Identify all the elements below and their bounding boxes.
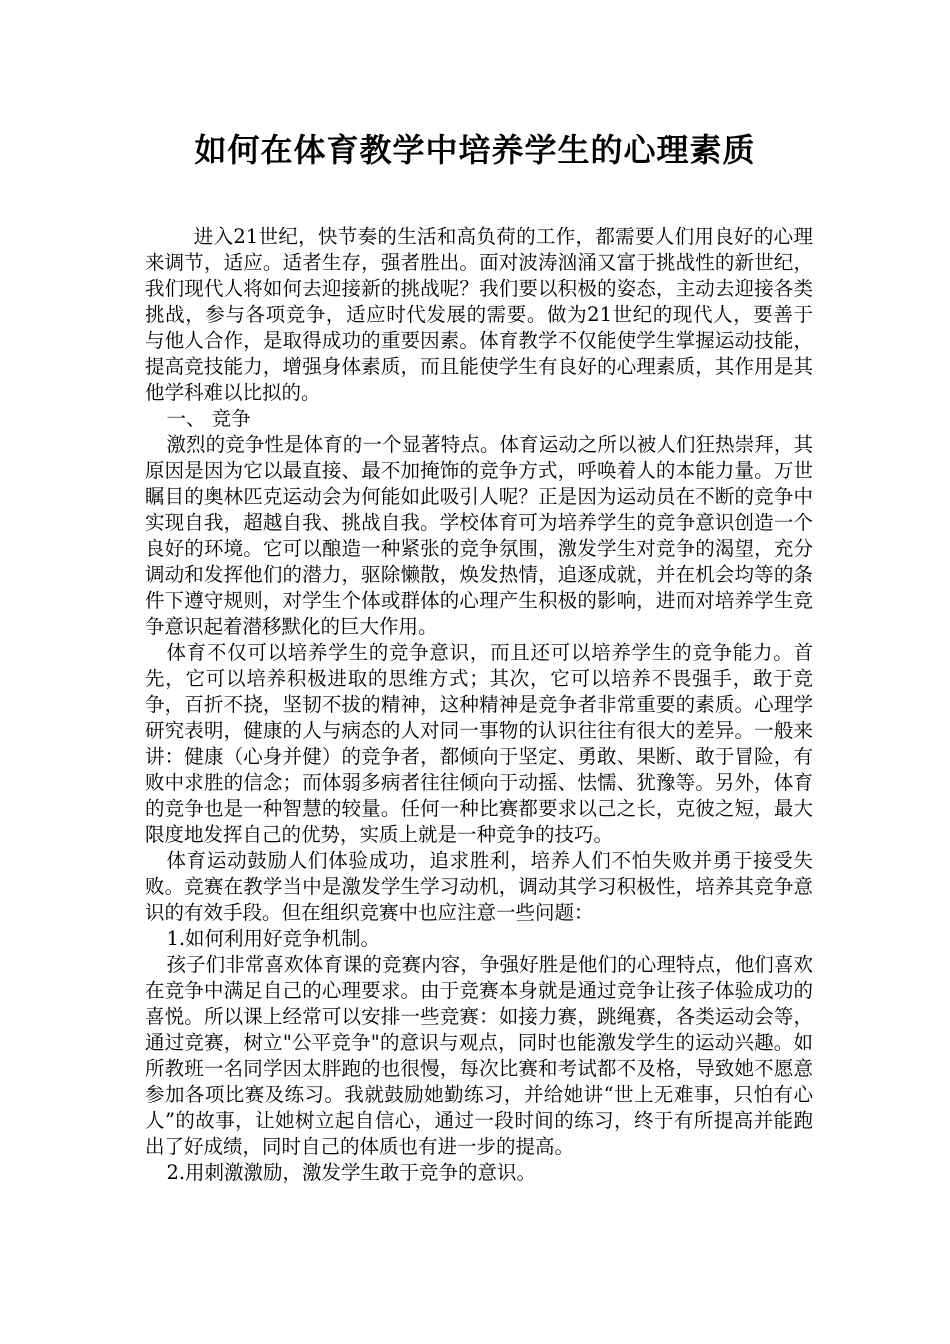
document-title: 如何在体育教学中培养学生的心理素质 (194, 131, 756, 169)
document-body (145, 224, 813, 1186)
intro-paragraph: 进入21世纪，快节奏的生活和高负荷的工作，都需要人们用良好的心理来调节，适应。适者生存，强者胜出。面对波涛汹涌又富于挑战性的新世纪，我们现代人将如何去迎接新的挑战呢？我们要以积极的姿态，主动去迎接各类挑战，参与各项竞争，适应时代发展的需要。做为21世纪的现代人，要善于与他人合作，是取得成功的重要因素。体育教学不仅能使学生掌握运动技能，提高竞技能力，增强身体素质，而且能使学生有良好的心理素质，其作用是其他学科难以比拟的。 (145, 225, 813, 404)
paragraph: 激烈的竞争性是体育的一个显著特点。体育运动之所以被人们狂热崇拜，其原因是因为它以最直接、最不加掩饰的竞争方式，呼唤着人的本能力量。万世瞩目的奥林匹克运动会为何能如此吸引人呢？正是因为运动员在不断的竞争中实现自我，超越自我、挑战自我。学校体育可为培养学生的竞争意识创造一个良好的环境。它可以酿造一种紧张的竞争氛围，激发学生对竞争的渴望，充分调动和发挥他们的潜力，驱除懒散，焕发热情，追逐成就，并在机会均等的条件下遵守规则，对学生个体或群体的心理产生积极的影响，进而对培养学生竞争意识起着潜移默化的巨大作用。 (145, 433, 813, 638)
paragraph: 孩子们非常喜欢体育课的竞赛内容，争强好胜是他们的心理特点，他们喜欢在竞争中满足自己的心理要求。由于竞赛本身就是通过竞争让孩子体验成功的喜悦。所以课上经常可以安排一些竞赛：如接力赛，跳绳赛，各类运动会等，通过竞赛，树立"公平竞争"的意识与观点，同时也能激发学生的运动兴趣。如所教班一名同学因太胖跑的也很慢，每次比赛和考试都不及格，导致她不愿意参加各项比赛及练习。我就鼓励她勤练习，并给她讲“世上无难事，只怕有心人”的故事，让她树立起自信心，通过一段时间的练习，终于有所提高并能跑出了好成绩，同时自己的体质也有进一步的提高。 (145, 953, 813, 1158)
section-heading-competition: 一、 竞争 (166, 407, 251, 430)
list-item-heading: 1.如何利用好竞争机制。 (166, 927, 381, 950)
paragraph: 体育不仅可以培养学生的竞争意识，而且还可以培养学生的竞争能力。首先，它可以培养积极进取的思维方式；其次，它可以培养不畏强手，敢于竞争，百折不挠，坚韧不拔的精神，这种精神是竞争者非常重要的素质。心理学研究表明，健康的人与病态的人对同一事物的认识往往有很大的差异。一般来讲：健康（心身并健）的竞争者，都倾向于坚定、勇敢、果断、敢于冒险，有败中求胜的信念；而体弱多病者往往倾向于动摇、怯懦、犹豫等。另外，体育的竞争也是一种智慧的较量。任何一种比赛都要求以己之长，克彼之短，最大限度地发挥自己的优势，实质上就是一种竞争的技巧。 (145, 641, 813, 846)
paragraph: 体育运动鼓励人们体验成功，追求胜利，培养人们不怕失败并勇于接受失败。竞赛在教学当中是激发学生学习动机，调动其学习积极性，培养其竞争意识的有效手段。但在组织竞赛中也应注意一些问题： (145, 849, 813, 924)
list-item-heading: 2.用刺激激励，激发学生敢于竞争的意识。 (166, 1161, 537, 1184)
